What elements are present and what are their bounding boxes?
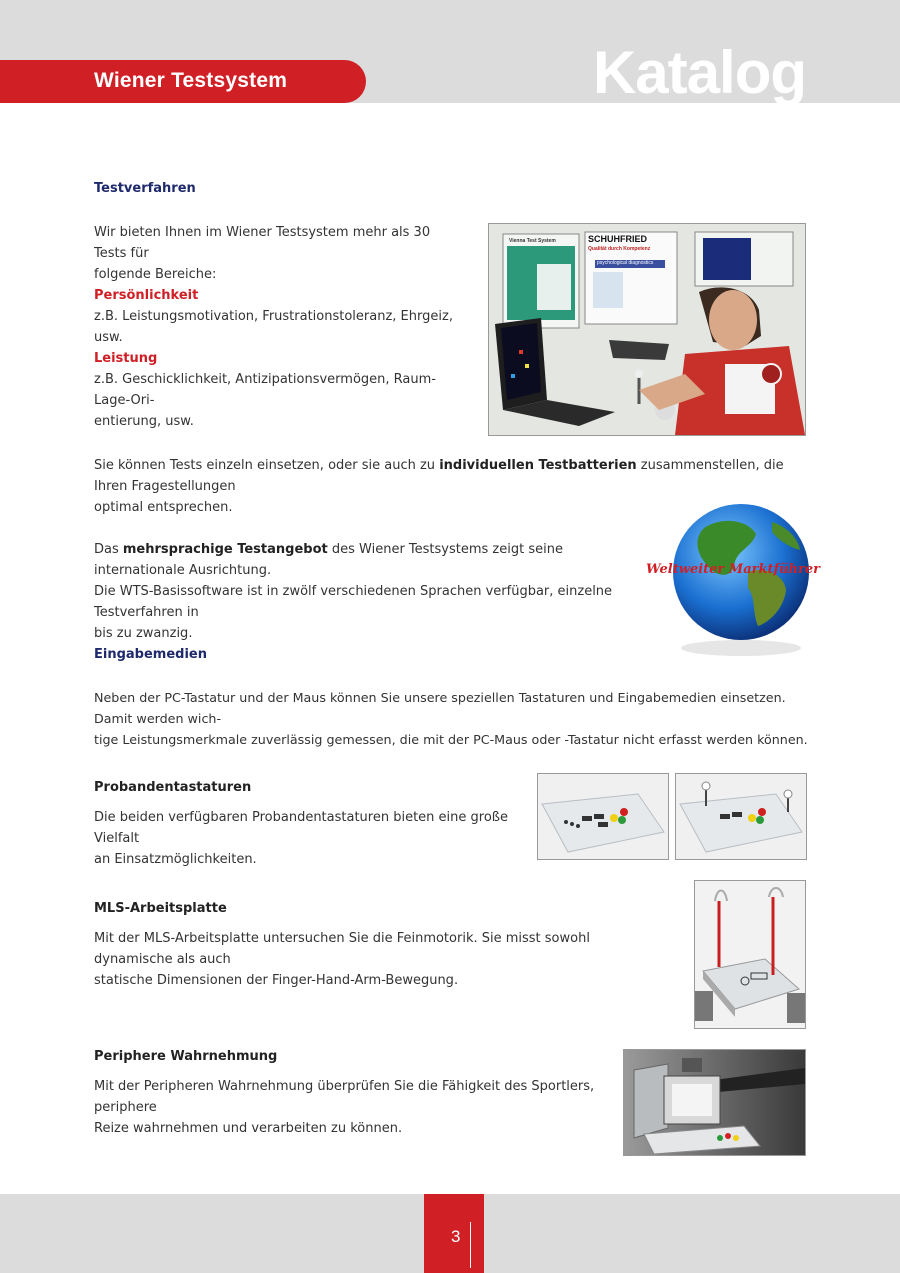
- probanden-line-1: Die beiden verfügbaren Probandentastaturen bieten eine große Vielfalt: [94, 810, 508, 846]
- probanden-line-2: an Einsatzmöglichkeiten.: [94, 852, 257, 867]
- test-station-photo: [488, 223, 806, 436]
- leistung-line-1: z.B. Geschicklichkeit, Antizipationsvermögen, Raum-Lage-Ori-: [94, 372, 436, 408]
- poster1-title: Vienna Test System: [509, 238, 556, 244]
- leistung-heading: Leistung: [94, 351, 158, 366]
- eingabemedien-heading: Eingabemedien: [94, 647, 207, 662]
- catalog-label: Katalog: [592, 39, 806, 106]
- page-number: 3: [451, 1227, 461, 1246]
- keyboard-illustration-1: [538, 774, 668, 859]
- poster2-brand: SCHUHFRIED: [588, 234, 648, 244]
- leistung-line-2: entierung, usw.: [94, 414, 194, 429]
- testbatterien-bold: individuellen Testbatterien: [439, 458, 637, 473]
- globe-label: Weltweiter Marktführer: [646, 562, 820, 577]
- mehrsprachig-line-3: bis zu zwanzig.: [94, 626, 193, 641]
- mls-heading: MLS-Arbeitsplatte: [94, 901, 227, 916]
- eingabemedien-paragraph: [94, 687, 814, 750]
- page-number-box: [424, 1194, 484, 1273]
- mls-board-illustration: [695, 881, 805, 1028]
- peripher-line-2: Reize wahrnehmen und verarbeiten zu können.: [94, 1121, 403, 1136]
- personlichkeit-text: z.B. Leistungsmotivation, Frustrationstoleranz, Ehrgeiz, usw.: [94, 309, 453, 345]
- mls-photo: [694, 880, 806, 1029]
- eingabemedien-line-2: tige Leistungsmerkmale zuverlässig gemessen, die mit der PC-Maus oder -Tastatur nicht erfasst werden können.: [94, 732, 808, 747]
- probanden-heading: Probandentastaturen: [94, 780, 252, 795]
- intro-line-2: folgende Bereiche:: [94, 267, 217, 282]
- probanden-paragraph: [94, 807, 514, 870]
- mls-line-2: statische Dimensionen der Finger-Hand-Arm-Bewegung.: [94, 973, 459, 988]
- testverfahren-intro: [94, 222, 454, 285]
- mehrsprachig-bold: mehrsprachige Testangebot: [122, 542, 328, 557]
- mehrsprachig-line-2: Die WTS-Basissoftware ist in zwölf verschiedenen Sprachen verfügbar, einzelne Testverfahren in: [94, 584, 613, 620]
- header-band: [0, 0, 900, 106]
- peripher-paragraph: [94, 1076, 614, 1139]
- mehrsprachig-line-1: Das mehrsprachige Testangebot des Wiener Testsystems zeigt seine internationale Ausrichtung.: [94, 542, 563, 578]
- section-title: Wiener Testsystem: [94, 69, 288, 92]
- peripher-heading: Periphere Wahrnehmung: [94, 1049, 278, 1064]
- mehrsprachig-paragraph: [94, 539, 634, 644]
- peripher-photo: [623, 1049, 806, 1156]
- mls-paragraph: [94, 928, 654, 991]
- testbatterien-line-1: Sie können Tests einzeln einsetzen, oder sie auch zu individuellen Testbatterien zusammenstellen, die Ihren Fragestellungen: [94, 458, 784, 494]
- page-divider: [470, 1222, 471, 1268]
- poster2-banner: psychological diagnostics: [597, 260, 654, 266]
- personlichkeit-block: [94, 285, 454, 348]
- leistung-block: [94, 348, 454, 432]
- keyboard-illustration-2: [676, 774, 806, 859]
- mls-line-1: Mit der MLS-Arbeitsplatte untersuchen Sie die Feinmotorik. Sie misst sowohl dynamische als auch: [94, 931, 590, 967]
- poster2-tagline: Qualität durch Kompetenz: [588, 246, 651, 252]
- testbatterien-line-2: optimal entsprechen.: [94, 500, 233, 515]
- globe-image: [644, 476, 838, 666]
- section-tab: [0, 60, 366, 103]
- personlichkeit-heading: Persönlichkeit: [94, 288, 199, 303]
- eingabemedien-line-1: Neben der PC-Tastatur und der Maus können Sie unsere speziellen Tastaturen und Eingabemedien einsetzen. Damit werden wich-: [94, 690, 786, 726]
- keyboard-photo-2: [675, 773, 807, 860]
- test-station-illustration: [489, 224, 805, 435]
- keyboard-photo-1: [537, 773, 669, 860]
- peripher-line-1: Mit der Peripheren Wahrnehmung überprüfen Sie die Fähigkeit des Sportlers, periphere: [94, 1079, 595, 1115]
- peripher-device-illustration: [624, 1050, 805, 1155]
- intro-line-1: Wir bieten Ihnen im Wiener Testsystem mehr als 30 Tests für: [94, 225, 431, 261]
- testverfahren-heading: Testverfahren: [94, 181, 196, 196]
